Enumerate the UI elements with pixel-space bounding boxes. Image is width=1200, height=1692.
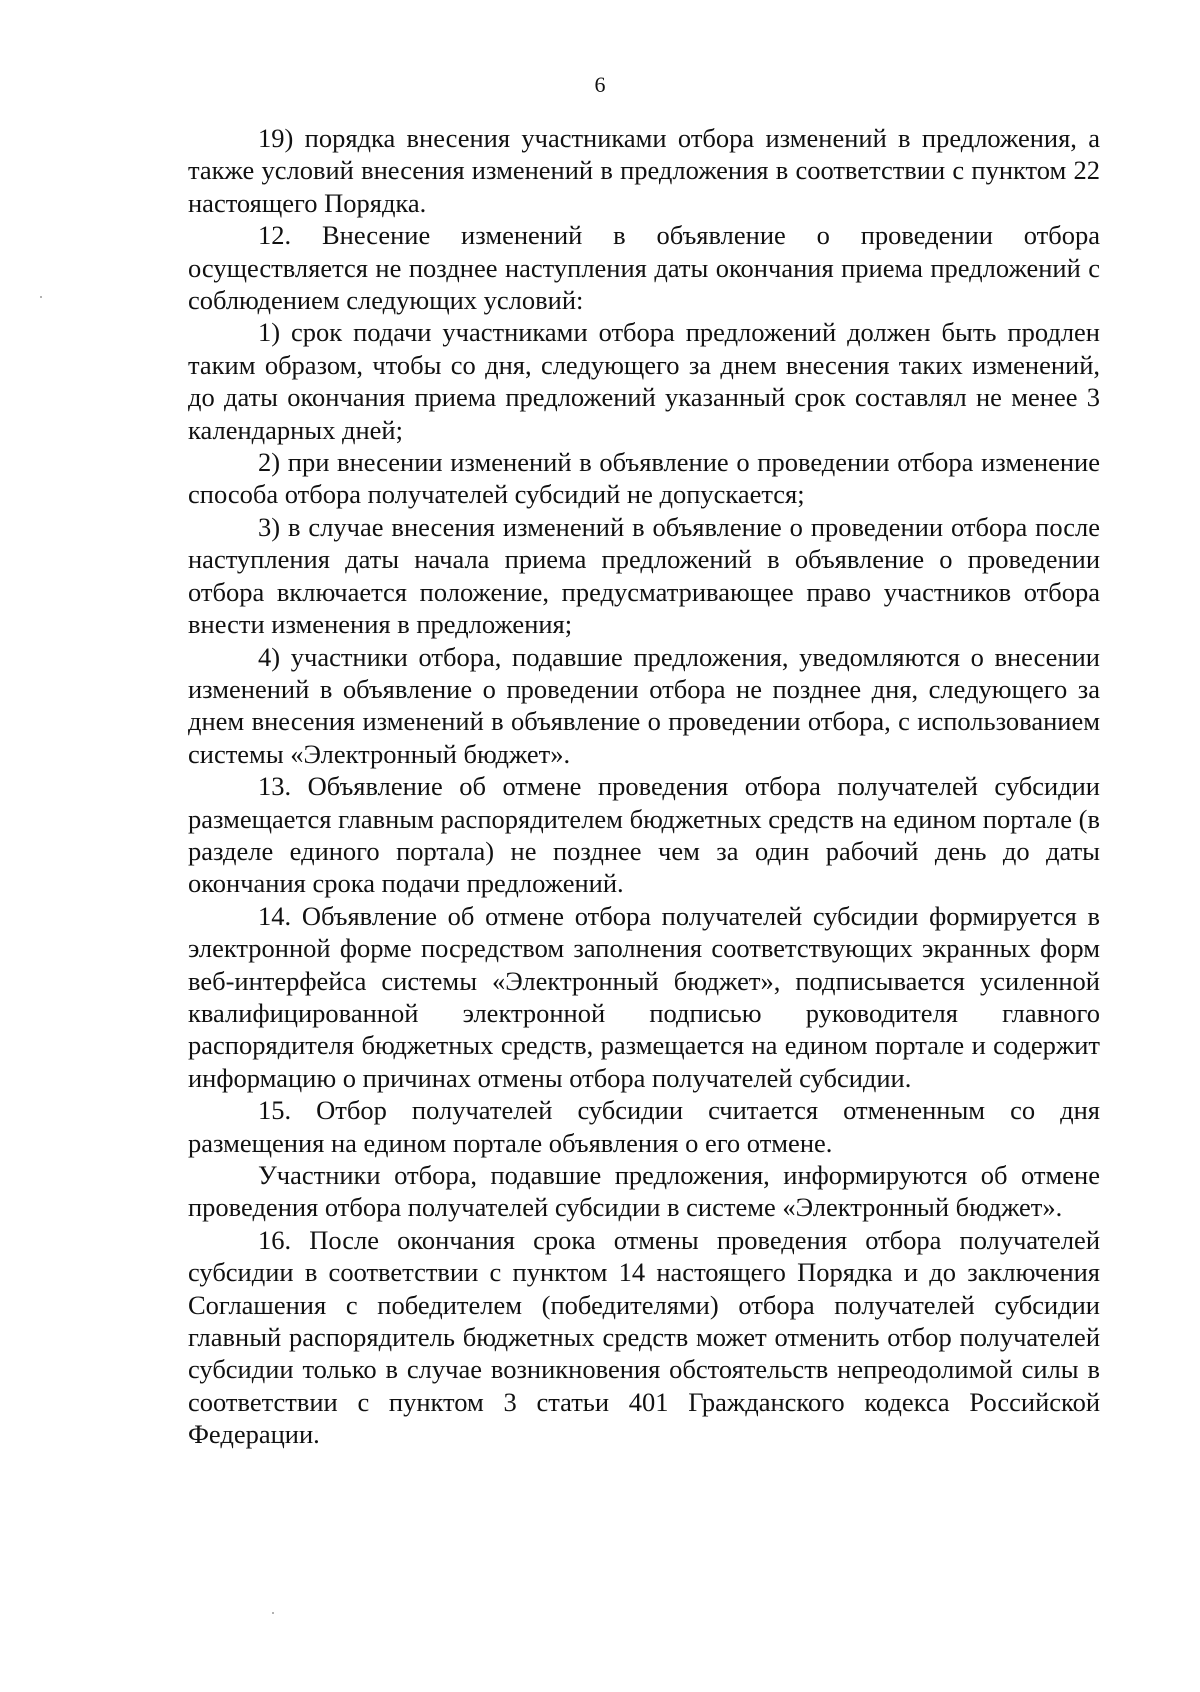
scan-speck <box>40 296 42 298</box>
page-number: 6 <box>594 72 606 97</box>
paragraph-12-item-1: 1) срок подачи участниками отбора предложений должен быть продлен таким образом, чтобы со дня, следующего за днем внесения таких изменений, до даты окончания приема предложений указанный срок составлял не менее 3 календарных дней; <box>188 317 1100 445</box>
paragraph-12-item-2: 2) при внесении изменений в объявление о проведении отбора изменение способа отбора получателей субсидий не допускается; <box>188 447 1100 510</box>
paragraph-15-participants: Участники отбора, подавшие предложения, информируются об отмене проведения отбора получателей субсидии в системе «Электронный бюджет». <box>188 1160 1100 1223</box>
paragraph-16: 16. После окончания срока отмены проведения отбора получателей субсидии в соответствии с пунктом 14 настоящего Порядка и до заключения Соглашения с победителем (победителями) отбора получателей субсидии главный распорядитель бюджетных средств может отменить отбор получателей субсидии только в случае возникновения обстоятельств непреодолимой силы в соответствии с пунктом 3 статьи 401 Гражданского кодекса Российской Федерации. <box>188 1224 1100 1450</box>
paragraph-item-19: 19) порядка внесения участниками отбора изменений в предложения, а также условий внесения изменений в предложения в соответствии с пунктом 22 настоящего Порядка. <box>188 123 1100 218</box>
paragraph-13: 13. Объявление об отмене проведения отбора получателей субсидии размещается главным распорядителем бюджетных средств на едином портале (в разделе единого портала) не позднее чем за один рабочий день до даты окончания срока подачи предложений. <box>188 771 1100 899</box>
paragraph-12: 12. Внесение изменений в объявление о проведении отбора осуществляется не позднее наступления даты окончания приема предложений с соблюдением следующих условий: <box>188 220 1100 316</box>
paragraph-12-item-4: 4) участники отбора, подавшие предложения, уведомляются о внесении изменений в объявление о проведении отбора не позднее дня, следующего за днем внесения изменений в объявление о проведении отбора, с использованием системы «Электронный бюджет». <box>188 641 1100 769</box>
scan-speck <box>272 1612 274 1614</box>
document-body <box>188 122 1100 1451</box>
paragraph-14: 14. Объявление об отмене отбора получателей субсидии формируется в электронной форме посредством заполнения соответствующих экранных форм веб-интерфейса системы «Электронный бюджет», подписывается усиленной квалифицированной электронной подписью руководителя главного распорядителя бюджетных средств, размещается на едином портале и содержит информацию о причинах отмены отбора получателей субсидии. <box>188 900 1100 1093</box>
paragraph-12-item-3: 3) в случае внесения изменений в объявление о проведении отбора после наступления даты начала приема предложений в объявление о проведении отбора включается положение, предусматривающее право участников отбора внести изменения в предложения; <box>188 511 1100 640</box>
paragraph-15: 15. Отбор получателей субсидии считается отмененным со дня размещения на едином портале объявления о его отмене. <box>188 1095 1100 1158</box>
